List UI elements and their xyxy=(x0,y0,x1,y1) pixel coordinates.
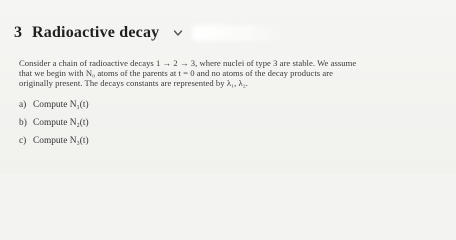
question-item xyxy=(19,114,89,132)
question-letter: b) xyxy=(19,118,27,128)
question-item xyxy=(19,132,89,150)
problem-title: Radioactive decay xyxy=(32,24,160,41)
description-line: that we begin with N₀ atoms of the parents at t = 0 and no atoms of the decay products are xyxy=(19,68,333,79)
question-letter: c) xyxy=(19,136,27,146)
redaction-overlay xyxy=(192,25,288,41)
question-letter: a) xyxy=(19,100,27,110)
question-text: Compute N₁(t) xyxy=(33,100,89,110)
description-line: originally present. The decays constants are represented by λ₁, λ₂. xyxy=(19,78,248,89)
problem-number: 3 xyxy=(14,24,22,41)
question-text: Compute N₃(t) xyxy=(33,136,89,146)
question-item xyxy=(19,96,89,114)
question-list xyxy=(19,96,89,150)
chevron-down-icon[interactable] xyxy=(171,26,185,40)
problem-description xyxy=(19,58,444,89)
description-line: Consider a chain of radioactive decays 1 → 2 → 3, where nuclei of type 3 are stable. We assume xyxy=(19,58,357,68)
problem-heading xyxy=(14,22,185,44)
question-text: Compute N₂(t) xyxy=(33,118,89,128)
